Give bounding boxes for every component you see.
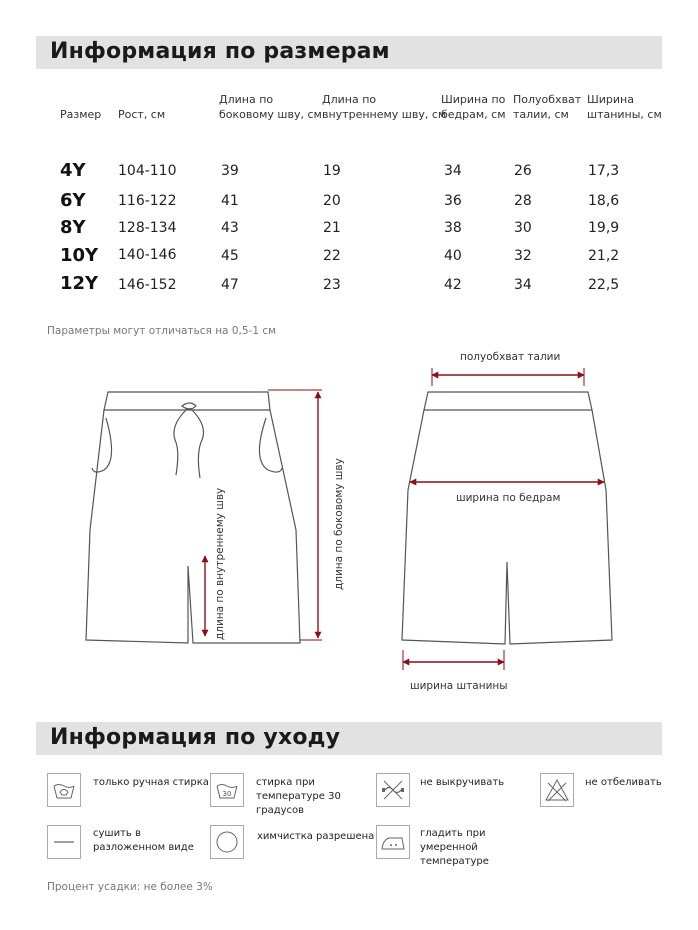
header-side-seam-line1: Длина по (219, 93, 274, 106)
care-text-wash-30: стирка при температуре 30 градусов (256, 777, 341, 816)
front-shorts-outline (86, 392, 300, 643)
row-leg: 17,3 (588, 163, 620, 179)
back-shorts-outline (402, 392, 612, 644)
header-inseam-line2: внутреннему шву, см (322, 108, 447, 121)
header-leg-line1: Ширина (587, 93, 634, 106)
header-leg-line2: штанины, см (587, 108, 662, 121)
waist-label: полуобхват талии (460, 351, 561, 363)
shorts-diagram (0, 340, 698, 700)
row-side: 39 (221, 163, 239, 179)
sizes-section-banner (36, 36, 662, 69)
measure-side (268, 390, 322, 640)
row-inseam: 23 (323, 277, 341, 293)
hand-wash-icon (47, 773, 81, 807)
row-hip: 38 (444, 220, 462, 236)
header-waist-line2: талии, см (513, 108, 569, 121)
row-hip: 40 (444, 248, 462, 264)
row-hip: 36 (444, 193, 462, 209)
side-seam-label: длина по боковому шву (333, 458, 345, 590)
row-size: 6Y (60, 190, 86, 211)
row-side: 45 (221, 248, 239, 264)
header-side-seam-line2: боковому шву, см (219, 108, 322, 121)
care-section-banner (36, 722, 662, 755)
care-section-title: Информация по уходу (50, 725, 341, 750)
leg-width-label: ширина штанины (410, 680, 508, 692)
row-height: 128-134 (118, 220, 177, 236)
tolerance-note: Параметры могут отличаться на 0,5-1 см (47, 325, 277, 337)
header-waist (513, 92, 581, 122)
sizes-section-title: Информация по размерам (50, 39, 390, 64)
header-size: Размер (60, 108, 102, 121)
header-hip-line2: бедрам, см (441, 108, 506, 121)
care-text-no-wring: не выкручивать (420, 777, 505, 788)
row-height: 116-122 (118, 193, 177, 209)
header-side-seam (219, 92, 322, 122)
header-hip-line1: Ширина по (441, 93, 506, 106)
care-text-no-bleach: не отбеливать (585, 777, 662, 788)
dry-flat-icon (47, 825, 81, 859)
row-hip: 42 (444, 277, 462, 293)
shrink-note: Процент усадки: не более 3% (47, 881, 213, 893)
care-text-hand-wash: только ручная стирка (93, 777, 209, 788)
row-size: 12Y (60, 273, 99, 294)
row-waist: 30 (514, 220, 532, 236)
iron-medium-icon (376, 825, 410, 859)
row-size: 4Y (60, 160, 86, 181)
row-side: 41 (221, 193, 239, 209)
row-waist: 28 (514, 193, 532, 209)
care-text-dry-flat: сушить в разложенном виде (93, 828, 194, 853)
row-height: 146-152 (118, 277, 177, 293)
row-side: 43 (221, 220, 239, 236)
row-inseam: 22 (323, 248, 341, 264)
row-leg: 21,2 (588, 248, 620, 264)
row-waist: 26 (514, 163, 532, 179)
header-height: Рост, см (118, 108, 166, 121)
care-text-iron: гладить при умеренной температуре (420, 828, 489, 867)
measure-waist (432, 368, 584, 386)
row-inseam: 20 (323, 193, 341, 209)
hip-label: ширина по бедрам (456, 492, 561, 504)
do-not-bleach-icon (540, 773, 574, 807)
header-waist-line1: Полуобхват (513, 93, 582, 106)
care-text-dry-clean: химчистка разрешена (257, 831, 375, 842)
row-waist: 34 (514, 277, 532, 293)
header-leg (587, 92, 662, 122)
row-size: 8Y (60, 217, 86, 238)
row-leg: 19,9 (588, 220, 620, 236)
row-side: 47 (221, 277, 239, 293)
wash-30-icon-text: 30 (222, 790, 232, 798)
row-waist: 32 (514, 248, 532, 264)
inseam-label: длина по внутреннему шву (214, 487, 226, 640)
do-not-wring-icon (376, 773, 410, 807)
row-size: 10Y (60, 245, 99, 266)
header-inseam (322, 92, 446, 122)
row-hip: 34 (444, 163, 462, 179)
row-inseam: 21 (323, 220, 341, 236)
row-leg: 18,6 (588, 193, 620, 209)
row-inseam: 19 (323, 163, 341, 179)
header-inseam-line1: Длина по (322, 93, 377, 106)
wash-30-icon (210, 773, 244, 807)
measure-leg (403, 650, 504, 670)
dry-clean-icon (210, 825, 244, 859)
row-height: 104-110 (118, 163, 177, 179)
row-height: 140-146 (118, 247, 177, 263)
row-leg: 22,5 (588, 277, 620, 293)
header-hip (441, 92, 506, 122)
